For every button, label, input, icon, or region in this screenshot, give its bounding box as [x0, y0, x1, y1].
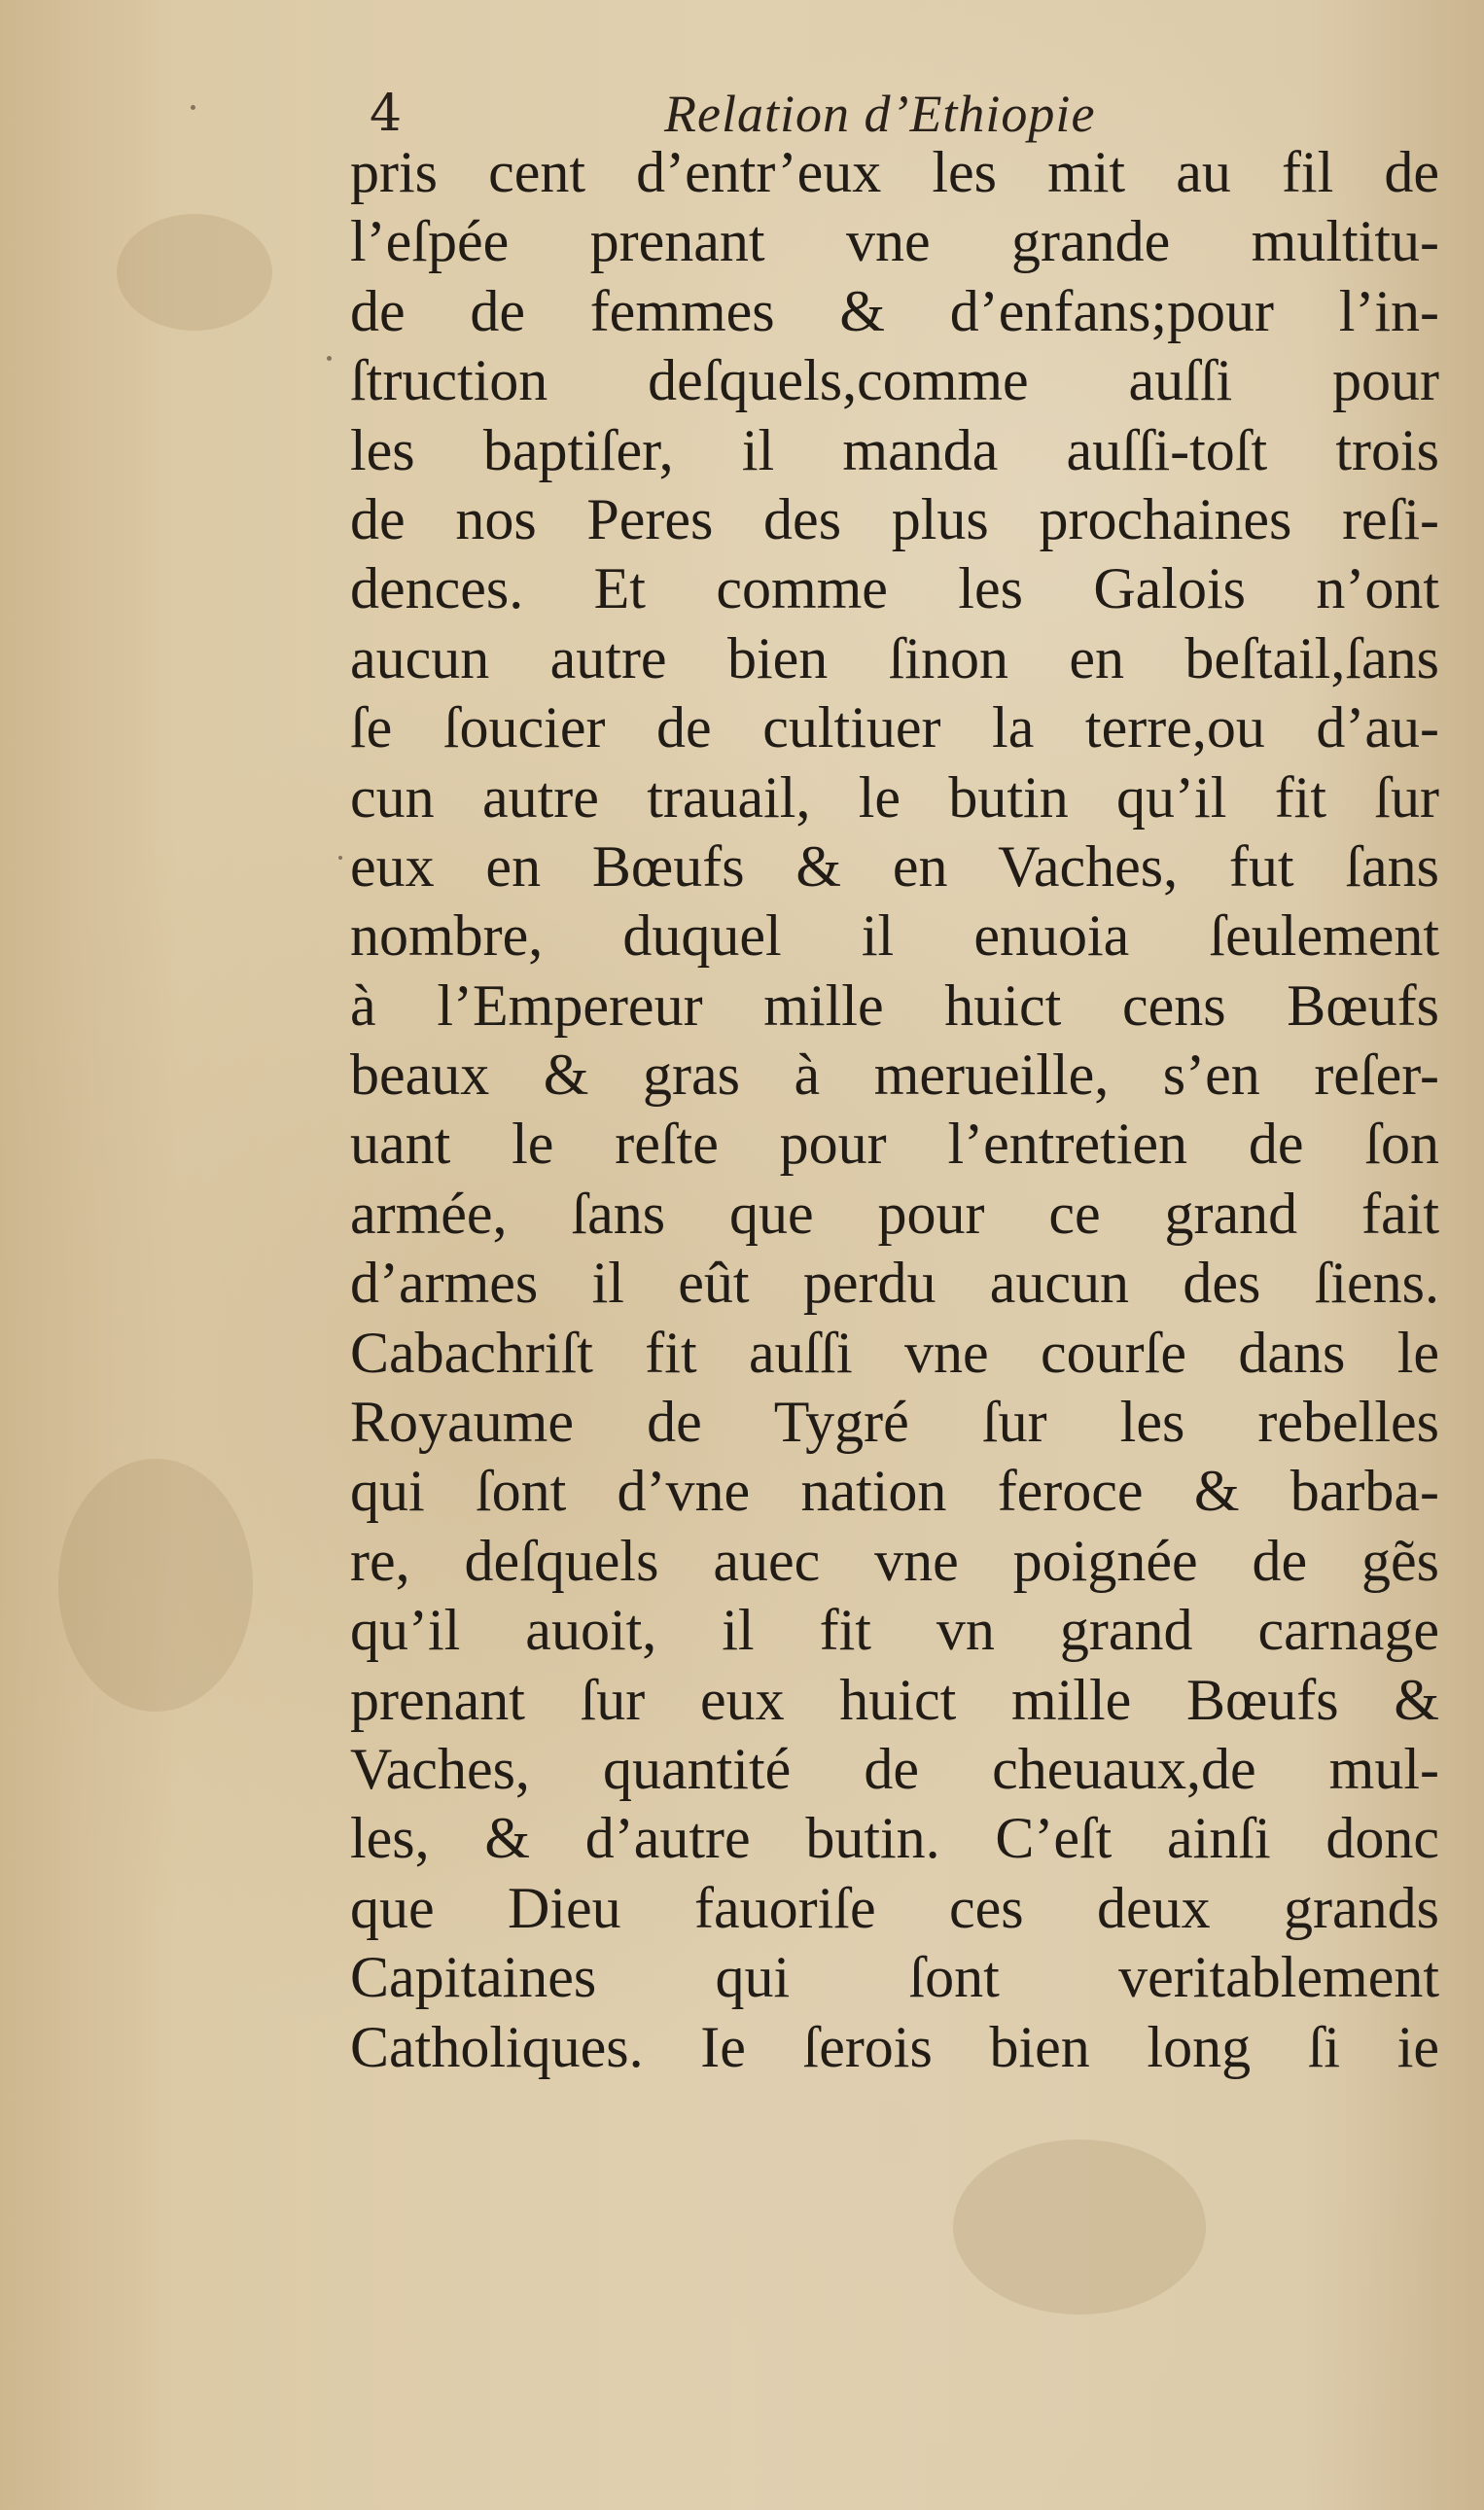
text-line: ſe ſoucier de cultiuer la terre,ou d’au- — [350, 695, 1439, 760]
text-line: prenant ſur eux huict mille Bœufs & — [350, 1667, 1439, 1732]
text-line: qu’il auoit, il fit vn grand carnage — [350, 1598, 1439, 1663]
paper-stain — [953, 2139, 1206, 2315]
text-line: armée, ſans que pour ce grand fait — [350, 1181, 1439, 1246]
text-line: Cabachriſt fit auſſi vne courſe dans le — [350, 1320, 1439, 1385]
paper-stain — [58, 1459, 253, 1712]
ink-speck — [327, 356, 332, 361]
text-line: l’eſpée prenant vne grande multitu- — [350, 209, 1439, 274]
text-line: Vaches, quantité de cheuaux,de mul- — [350, 1736, 1439, 1801]
text-line: cun autre trauail, le butin qu’il fit ſur — [350, 764, 1439, 830]
text-line: re, deſquels auec vne poignée de gẽs — [350, 1528, 1439, 1593]
ink-speck — [191, 105, 195, 110]
text-line: beaux & gras à merueille, s’en reſer- — [350, 1043, 1439, 1108]
text-line: pris cent d’entr’eux les mit au fil de — [350, 140, 1439, 204]
text-line: ſtruction deſquels,comme auſſi pour — [350, 348, 1439, 413]
text-line: nombre, duquel il enuoia ſeulement — [350, 903, 1439, 969]
text-line: de de femmes & d’enfans;pour l’in- — [350, 278, 1439, 343]
text-line: les, & d’autre butin. C’eſt ainſi donc — [350, 1806, 1439, 1871]
running-head: Relation d’Ethiopie — [664, 85, 1096, 143]
ink-speck — [338, 856, 342, 860]
text-line: eux en Bœufs & en Vaches, fut ſans — [350, 833, 1439, 899]
paper-stain — [117, 214, 272, 331]
text-line: que Dieu fauoriſe ces deux grands — [350, 1875, 1439, 1940]
text-line: aucun autre bien ſinon en beſtail,ſans — [350, 625, 1439, 690]
text-line: Royaume de Tygré ſur les rebelles — [350, 1390, 1439, 1455]
text-line: les baptiſer, il manda auſſi-toſt trois — [350, 417, 1439, 482]
text-line: dences. Et comme les Galois n’ont — [350, 556, 1439, 621]
body-text — [350, 138, 1439, 2082]
page-number: 4 — [370, 85, 403, 143]
text-line: uant le reſte pour l’entretien de ſon — [350, 1112, 1439, 1177]
text-line: de nos Peres des plus prochaines reſi- — [350, 486, 1439, 551]
text-line: d’armes il eût perdu aucun des ſiens. — [350, 1251, 1439, 1316]
text-line: Catholiques. Ie ſerois bien long ſi ie — [350, 2014, 1439, 2079]
text-line: qui ſont d’vne nation feroce & barba- — [350, 1459, 1439, 1524]
text-line: Capitaines qui ſont veritablement — [350, 1945, 1439, 2010]
text-line: à l’Empereur mille huict cens Bœufs — [350, 972, 1439, 1038]
